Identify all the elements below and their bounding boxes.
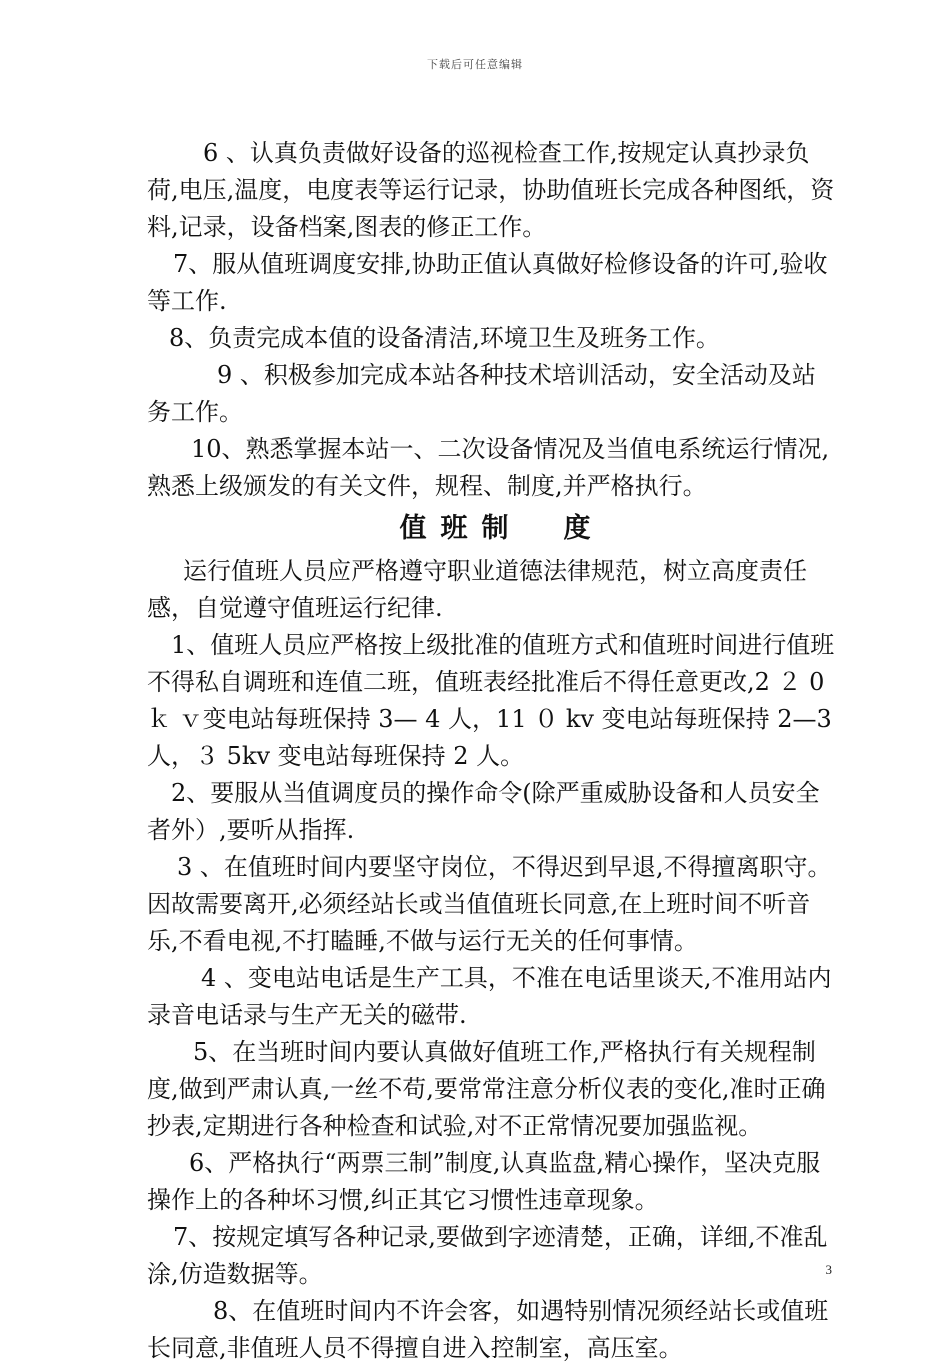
document-body xyxy=(147,135,837,1367)
paragraph: 5、在当班时间内要认真做好值班工作,严格执行有关规程制度,做到严肃认真,一丝不苟,要常常注意分析仪表的变化,准时正确抄表,定期进行各种检查和试验,对不正常情况要加强监视。 xyxy=(147,1038,826,1140)
paragraph: 8、负责完成本值的设备清洁,环境卫生及班务工作。 xyxy=(169,324,720,352)
section-title: 值班制 度 xyxy=(399,513,605,544)
duty-system-section xyxy=(147,553,837,1367)
duty-items-section xyxy=(147,135,837,505)
paragraph: 4 、变电站电话是生产工具，不准在电话里谈天,不准用站内录音电话录与生产无关的磁带. xyxy=(147,964,832,1029)
paragraph: 2、要服从当值调度员的操作命令(除严重威胁设备和人员安全者外）,要听从指挥. xyxy=(147,779,820,844)
paragraph: 7、按规定填写各种记录,要做到字迹清楚，正确，详细,不准乱涂,仿造数据等。 xyxy=(147,1223,828,1288)
paragraph: 3 、在值班时间内要坚守岗位，不得迟到早退,不得擅离职守。因故需要离开,必须经站长或当值值班长同意,在上班时间不听音乐,不看电视,不打瞌睡,不做与运行无关的任何事情。 xyxy=(147,853,832,955)
paragraph: 6 、认真负责做好设备的巡视检查工作,按规定认真抄录负荷,电压,温度，电度表等运行记录，协助值班长完成各种图纸，资料,记录，设备档案,图表的修正工作。 xyxy=(147,139,835,241)
paragraph: 7、服从值班调度安排,协助正值认真做好检修设备的许可,验收等工作. xyxy=(147,250,828,315)
paragraph: 8、在值班时间内不许会客，如遇特别情况须经站长或值班长同意,非值班人员不得擅自进入控制室，高压室。 xyxy=(147,1297,829,1362)
paragraph: 10、熟悉掌握本站一、二次设备情况及当值电系统运行情况,熟悉上级颁发的有关文件，规程、制度,并严格执行。 xyxy=(147,435,830,500)
paragraph: 6、严格执行“两票三制”制度,认真监盘,精心操作，坚决克服操作上的各种坏习惯,纠正其它习惯性违章现象。 xyxy=(147,1149,821,1214)
page-number: 3 xyxy=(825,1262,832,1277)
paragraph: 运行值班人员应严格遵守职业道德法律规范，树立高度责任感，自觉遵守值班运行纪律. xyxy=(147,557,807,622)
paragraph: 9 、积极参加完成本站各种技术培训活动，安全活动及站务工作。 xyxy=(147,361,816,426)
page-header: 下载后可任意编辑 xyxy=(427,58,523,71)
paragraph: 1、值班人员应严格按上级批准的值班方式和值班时间进行值班不得私自调班和连值二班，值班表经批准后不得任意更改,2 ２ 0 ｋ ｖ变电站每班保持 3— 4 人，11 ０ kv 变电站每班保持 2—3 人，３ 5kv 变电站每班保持 2 人。 xyxy=(147,631,835,770)
